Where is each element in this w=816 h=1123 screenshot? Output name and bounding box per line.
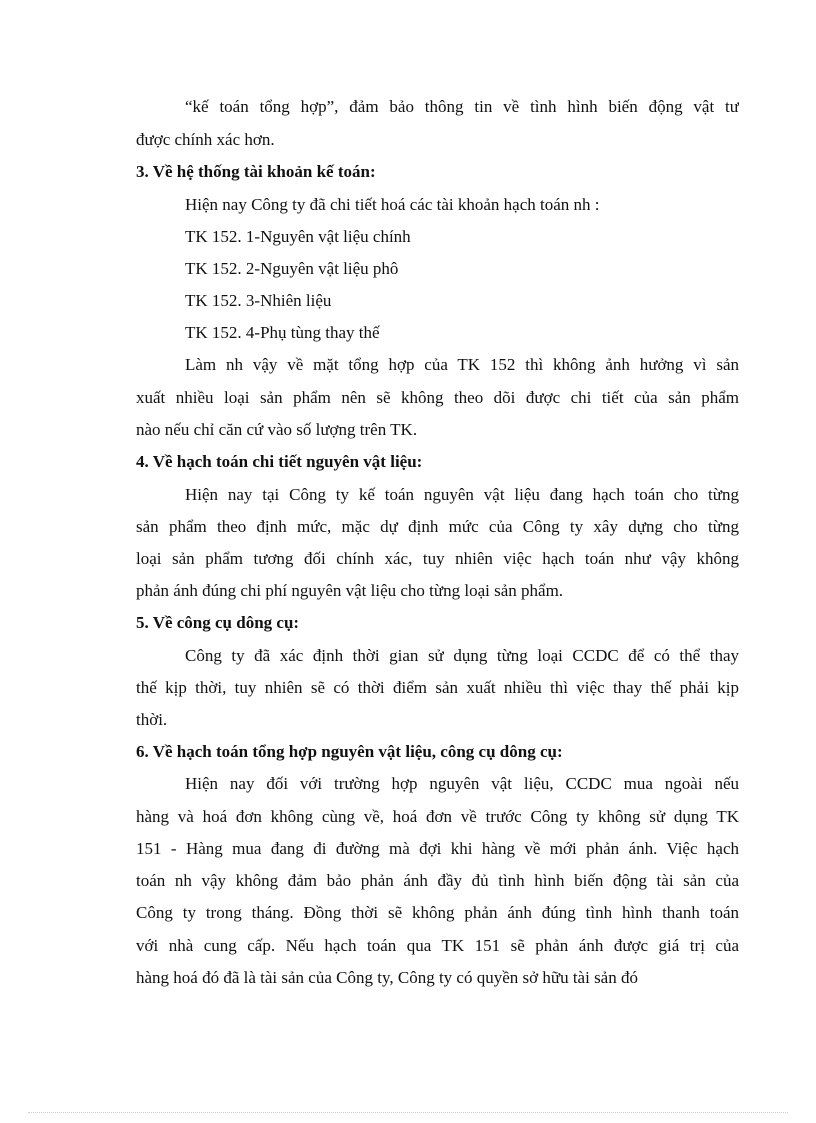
paragraph-line: Làm nh vậy về mặt tổng hợp của TK 152 thì không ảnh hưởng vì sản [185, 355, 739, 374]
paragraph-line: hàng và hoá đơn không cùng về, hoá đơn về trước Công ty không sử dụng TK [136, 807, 739, 826]
section-heading-4: 4. Về hạch toán chi tiết nguyên vật liệu: [136, 452, 423, 471]
paragraph-line: được chính xác hơn. [136, 130, 275, 149]
section-heading-3: 3. Về hệ thống tài khoản kế toán: [136, 162, 376, 181]
account-list-item: TK 152. 3-Nhiên liệu [185, 291, 332, 310]
paragraph-line: toán nh vậy không đảm bảo phản ánh đầy đủ tình hình biến động tài sản của [136, 871, 739, 890]
paragraph-line: “kế toán tổng hợp”, đảm bảo thông tin về tình hình biến động vật tư [185, 97, 739, 116]
paragraph-line: Hiện nay tại Công ty kế toán nguyên vật liệu đang hạch toán cho từng [185, 485, 739, 504]
paragraph-line: 151 - Hàng mua đang đi đường mà đợi khi hàng về mới phản ánh. Việc hạch [136, 839, 739, 858]
paragraph-line: Công ty trong tháng. Đồng thời sẽ không phản ánh đúng tình hình thanh toán [136, 903, 739, 922]
paragraph-line: Hiện nay Công ty đã chi tiết hoá các tài khoản hạch toán nh : [185, 195, 600, 214]
section-heading-6: 6. Về hạch toán tổng hợp nguyên vật liệu, công cụ dông cụ: [136, 742, 563, 761]
page-bottom-divider [28, 1112, 788, 1113]
paragraph-line: sản phẩm theo định mức, mặc dự định mức của Công ty xây dựng cho từng [136, 517, 739, 536]
paragraph-line: thời. [136, 710, 168, 729]
paragraph-line: nào nếu chỉ căn cứ vào số lượng trên TK. [136, 420, 418, 439]
paragraph-line: xuất nhiều loại sản phẩm nên sẽ không theo dõi được chi tiết của sản phẩm [136, 388, 739, 407]
account-list-item: TK 152. 4-Phụ tùng thay thế [185, 323, 380, 342]
paragraph-line: phản ánh đúng chi phí nguyên vật liệu cho từng loại sản phẩm. [136, 581, 564, 600]
paragraph-line: loại sản phẩm tương đối chính xác, tuy nhiên việc hạch toán như vậy không [136, 549, 739, 568]
paragraph-line: với nhà cung cấp. Nếu hạch toán qua TK 151 sẽ phản ánh được giá trị của [136, 936, 739, 955]
paragraph-line: Hiện nay đối với trường hợp nguyên vật liệu, CCDC mua ngoài nếu [185, 774, 739, 793]
paragraph-line: hàng hoá đó đã là tài sản của Công ty, Công ty có quyền sở hữu tài sản đó [136, 968, 638, 987]
account-list-item: TK 152. 2-Nguyên vật liệu phô [185, 259, 399, 278]
section-heading-5: 5. Về công cụ dông cụ: [136, 613, 300, 632]
paragraph-line: thế kịp thời, tuy nhiên sẽ có thời điểm sản xuất nhiều thì việc thay thế phải kịp [136, 678, 739, 697]
paragraph-line: Công ty đã xác định thời gian sử dụng từng loại CCDC để có thể thay [185, 646, 739, 665]
account-list-item: TK 152. 1-Nguyên vật liệu chính [185, 227, 411, 246]
